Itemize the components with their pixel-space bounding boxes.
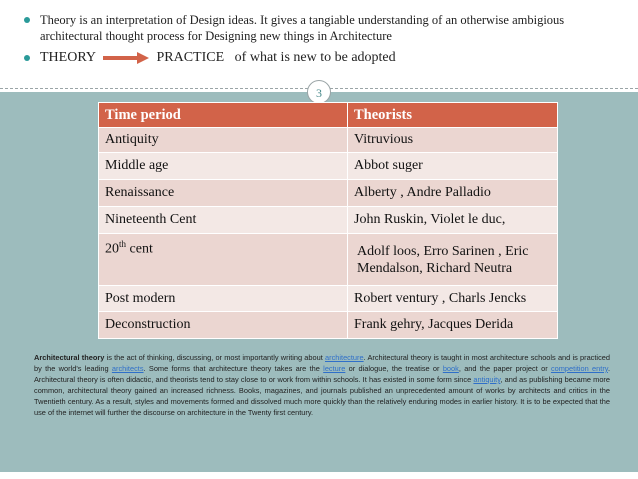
cell-theorists: John Ruskin, Violet le duc, [348,207,558,234]
table-row [99,207,558,234]
cell-theorists: Adolf loos, Erro Sarinen , Eric Mendalson, Richard Neutra [348,234,558,286]
link-book[interactable]: book [442,364,459,373]
description-text: , and the paper project or [458,364,551,373]
link-architects[interactable]: architects [111,364,144,373]
cell-period: Nineteenth Cent [99,207,348,234]
cell-theorists: Robert ventury , Charls Jencks [348,286,558,312]
link-competition-entry[interactable]: competition entry [550,364,608,373]
cell-period: Renaissance [99,180,348,207]
bullet-dot-icon [24,17,30,23]
table-row [99,286,558,312]
description-text: , and as publishing became more common, architectural theory gained an increased richness. Books, magazines, and journals published an unprecedented amount of works by architects and critics in the Twentieth century. As a result, styles and movements formed and dissolved much more quickly than the relatively enduring modes in earlier history. It is to be expected that the use of the internet will further the discourse on architecture in the Twenty first century. [34,375,611,417]
link-lecture[interactable]: lecture [323,364,346,373]
cell-period: Antiquity [99,128,348,153]
table-row [99,312,558,339]
period-base: 20 [105,241,119,257]
cell-theorists: Frank gehry, Jacques Derida [348,312,558,339]
bullet-dot-icon [24,55,30,61]
table-header-row [99,103,558,128]
page-number-badge: 3 [307,80,331,104]
description-text: . Some forms that architecture theory takes are the [143,364,324,373]
practice-rest-text: of what is new to be adopted [234,50,396,65]
cell-theorists: Alberty , Andre Palladio [348,180,558,207]
period-rest: cent [126,241,153,257]
cell-theorists: Abbot suger [348,153,558,180]
top-bullets [20,12,620,66]
description-text: . Architectural theory is often didactic, and theorists tend to stay close to or work from within schools. It has existed in some form since [34,364,611,384]
description-text: . Architectural theory is taught in most architecture schools and is practiced by the world's leading [34,353,610,373]
table-row [99,234,558,286]
bullet-theory-practice [20,50,620,66]
cell-theorists: Vitruvious [348,128,558,153]
bullet-theory-text: Theory is an interpretation of Design ideas. It gives a tangiable understanding of an otherwise ambigious architectural thought process for Designing new things in Architecture [40,13,565,43]
architectural-theory-description [34,352,610,418]
bullet-theory-definition [20,12,620,44]
header-time-period: Time period [99,103,348,128]
table-row [99,180,558,207]
header-theorists: Theorists [348,103,558,128]
link-architecture[interactable]: architecture [325,353,364,362]
cell-period: Deconstruction [99,312,348,339]
cell-period: Post modern [99,286,348,312]
table-row [99,128,558,153]
cell-period [99,234,348,286]
description-text: or dialogue, the treatise or [345,364,443,373]
practice-word: PRACTICE [156,50,225,65]
period-superscript: th [119,239,127,249]
theory-word: THEORY [40,50,96,65]
right-arrow-icon [103,52,149,64]
description-text: is the act of thinking, discussing, or most importantly writing about [104,353,325,362]
link-antiquity[interactable]: antiquity [473,375,501,384]
table-row [99,153,558,180]
description-bold-term: Architectural theory [34,353,105,362]
cell-period: Middle age [99,153,348,180]
theorists-table [98,102,558,339]
